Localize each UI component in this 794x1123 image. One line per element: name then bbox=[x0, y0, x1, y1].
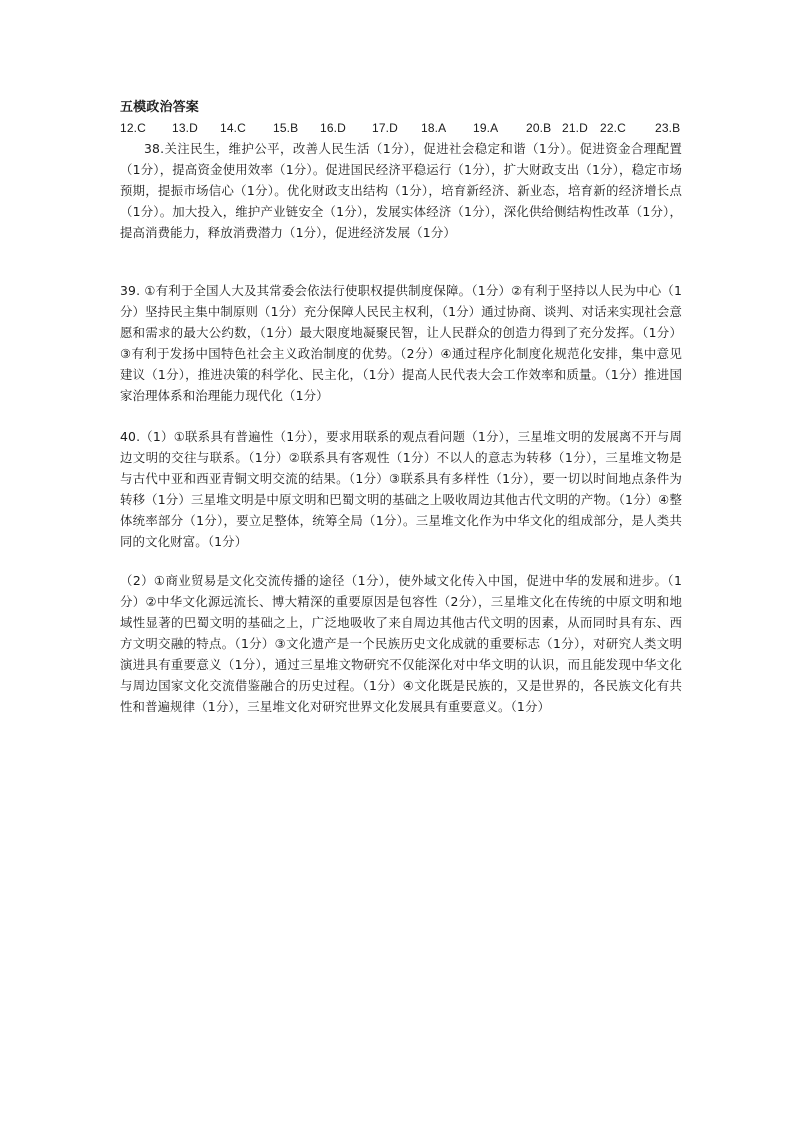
answer-q39: 39. ①有利于全国人大及其常委会依法行使职权提供制度保障。（1分）②有利于坚持以人民为中心（1分）坚持民主集中制原则（1分）充分保障人民民主权利，（1分）通过协商、谈判、对话来实现社会意愿和需求的最大公约数，（1分）最大限度地凝聚民智，让人民群众的创造力得到了充分发挥。（1分）③有利于发扬中国特色社会主义政治制度的优势。（2分）④通过程序化制度化规范化安排，集中意见建议（1分），推进决策的科学化、民主化，（1分）提高人民代表大会工作效率和质量。（1分）推进国家治理体系和治理能力现代化（1分） bbox=[120, 283, 682, 403]
choice-answer: 22.C bbox=[600, 121, 626, 135]
choice-answer: 23.B bbox=[655, 121, 681, 135]
choice-answer: 17.D bbox=[372, 121, 398, 135]
choice-answer: 20.B bbox=[526, 121, 552, 135]
choice-answer: 15.B bbox=[273, 121, 299, 135]
choice-answer: 19.A bbox=[473, 121, 499, 135]
answer-document bbox=[120, 98, 682, 717]
multiple-choice-answers bbox=[120, 118, 682, 138]
choice-answer: 18.A bbox=[421, 121, 447, 135]
choice-answer: 14.C bbox=[220, 121, 246, 135]
spacer bbox=[120, 243, 682, 280]
answer-q40-part1: 40.（1）①联系具有普遍性（1分），要求用联系的观点看问题（1分），三星堆文明的发展离不开与周边文明的交往与联系。（1分）②联系具有客观性（1分）不以人的意志为转移（1分），三星堆文物是与古代中亚和西亚青铜文明交流的结果。（1分）③联系具有多样性（1分），要一切以时间地点条件为转移（1分）三星堆文明是中原文明和巴蜀文明的基础之上吸收周边其他古代文明的产物。（1分）④整体统率部分（1分），要立足整体，统筹全局（1分）。三星堆文化作为中华文化的组成部分，是人类共同的文化财富。（1分） bbox=[120, 429, 683, 549]
answer-q38: 38.关注民生，维护公平，改善人民生活（1分），促进社会稳定和谐（1分）。促进资金合理配置（1分），提高资金使用效率（1分）。促进国民经济平稳运行（1分），扩大财政支出（1分），稳定市场预期，提振市场信心（1分）。优化财政支出结构（1分），培育新经济、新业态，培育新的经济增长点（1分）。加大投入，维护产业链安全（1分），发展实体经济（1分），深化供给侧结构性改革（1分），提高消费能力，释放消费潜力（1分），促进经济发展（1分） bbox=[120, 141, 682, 240]
spacer bbox=[120, 552, 682, 570]
answer-q40-part2: （2）①商业贸易是文化交流传播的途径（1分），使外域文化传入中国，促进中华的发展和进步。（1分）②中华文化源远流长、博大精深的重要原因是包容性（2分），三星堆文化在传统的中原文明和地域性显著的巴蜀文明的基础之上，广泛地吸收了来自周边其他古代文明的因素，从而同时具有东、西方文明交融的特点。（1分）③文化遗产是一个民族历史文化成就的重要标志（1分），对研究人类文明演进具有重要意义（1分），通过三星堆文物研究不仅能深化对中华文明的认识，而且能发现中华文化与周边国家文化交流借鉴融合的历史过程。（1分）④文化既是民族的，又是世界的，各民族文化有共性和普遍规律（1分），三星堆文化对研究世界文化发展具有重要意义。（1分） bbox=[120, 573, 682, 714]
choice-answer: 12.C bbox=[120, 121, 146, 135]
choice-answer: 16.D bbox=[320, 121, 346, 135]
spacer bbox=[120, 406, 682, 426]
choice-answer: 21.D bbox=[562, 121, 588, 135]
document-title: 五模政治答案 bbox=[120, 100, 199, 115]
choice-answer: 13.D bbox=[172, 121, 198, 135]
